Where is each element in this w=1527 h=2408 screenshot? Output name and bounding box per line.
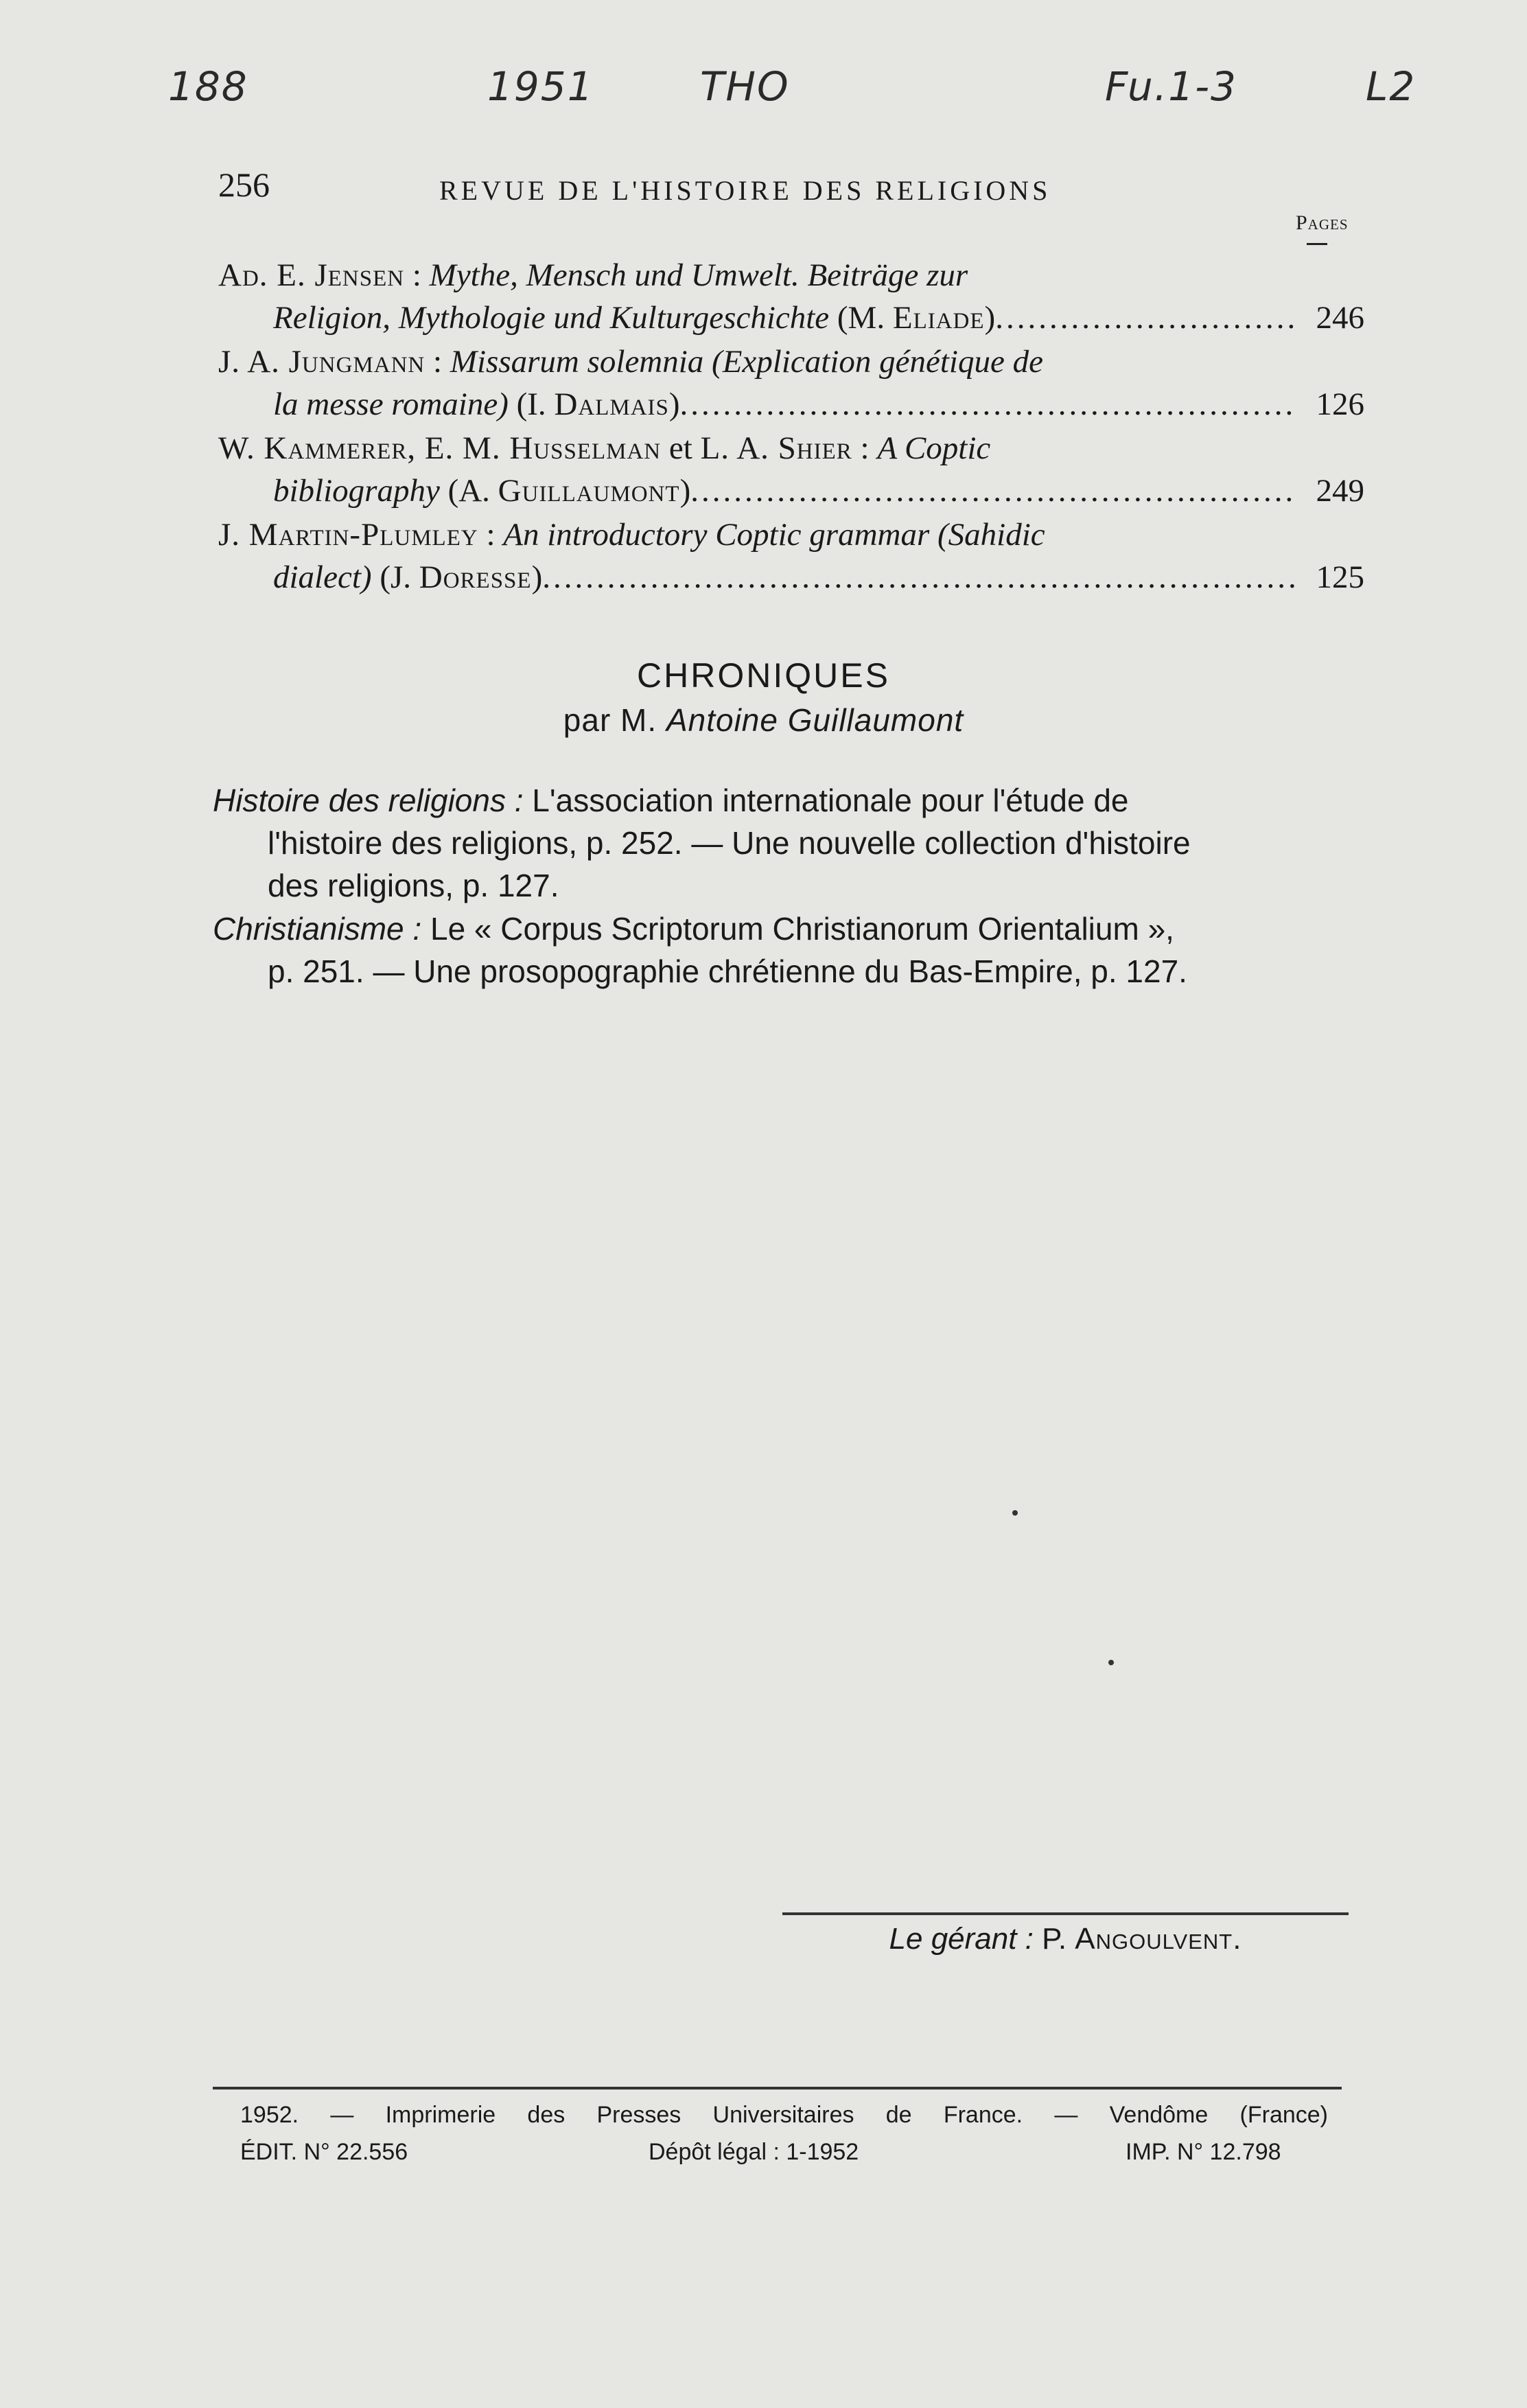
entry-title: A Coptic — [877, 430, 991, 466]
entry-page: 125 — [1316, 559, 1364, 595]
entry-page: 246 — [1316, 300, 1364, 336]
manager-rule — [782, 1912, 1349, 1915]
paragraph-label: Christianisme : — [213, 911, 422, 947]
entry-page: 126 — [1316, 386, 1364, 422]
chronique-paragraph — [213, 907, 1366, 993]
entry-leader-dots — [995, 297, 1296, 339]
paragraph-label: Histoire des religions : — [213, 783, 524, 818]
manager-name: Angoulvent. — [1075, 1922, 1242, 1956]
manager-initial: P. — [1042, 1922, 1075, 1956]
entry-line-1 — [218, 427, 1364, 470]
chronique-paragraph — [213, 779, 1366, 907]
review-entry — [218, 340, 1364, 426]
entry-line-2 — [218, 297, 1364, 339]
pages-column-label: Pages — [1296, 211, 1349, 234]
entry-leader-dots — [690, 470, 1296, 512]
entry-reviewer-suffix: ) — [531, 559, 543, 595]
entry-separator: : — [478, 517, 504, 553]
pages-column-dash — [1307, 243, 1327, 245]
entry-reviewer: Dalmais — [554, 386, 669, 422]
entry-author-conj: et — [661, 430, 701, 466]
entry-reviewer-suffix: ) — [668, 386, 680, 422]
entry-author: W. Kammerer, E. M. Husselman — [218, 430, 662, 466]
entry-reviewer-prefix: (A. — [439, 473, 498, 509]
entry-reviewer-prefix: (M. — [829, 300, 893, 336]
edition-number: ÉDIT. N° 22.556 — [240, 2139, 408, 2165]
entry-line-2 — [218, 556, 1364, 599]
review-entry — [218, 427, 1364, 512]
manager-label: Le gérant : — [889, 1922, 1042, 1956]
entry-separator: : — [404, 257, 430, 293]
entry-title: Mythe, Mensch und Umwelt. Beiträge zur — [429, 257, 968, 293]
entry-title: An introductory Coptic grammar (Sahidic — [503, 517, 1045, 553]
paragraph-text: L'association internationale pour l'étude de — [523, 783, 1129, 818]
speck — [1012, 1510, 1018, 1516]
entry-title-cont: bibliography — [273, 473, 440, 509]
byline-author: Antoine Guillaumont — [666, 702, 964, 738]
entry-reviewer-prefix: (J. — [371, 559, 419, 595]
entry-page: 249 — [1316, 473, 1364, 509]
entry-line-2 — [218, 383, 1364, 426]
section-title: CHRONIQUES — [637, 656, 890, 695]
entry-author-2: L. A. Shier — [700, 430, 852, 466]
entry-reviewer-prefix: (I. — [508, 386, 555, 422]
handwritten-note-fu: Fu.1-3 — [1105, 63, 1237, 110]
paragraph-line: l'histoire des religions, p. 252. — Une nouvelle collection d'histoire — [268, 825, 1191, 861]
entry-author: Ad. E. Jensen — [218, 257, 405, 293]
page-number: 256 — [218, 165, 270, 204]
entry-title-cont: dialect) — [273, 559, 372, 595]
handwritten-note-188: 188 — [168, 63, 248, 110]
entry-leader-dots — [680, 383, 1296, 426]
entry-reviewer: Eliade — [892, 300, 985, 336]
printer-line: 1952. — Imprimerie des Presses Universitaires de France. — Vendôme (France) — [240, 2102, 1328, 2128]
entry-reviewer: Guillaumont — [498, 473, 680, 509]
paragraph-line: des religions, p. 127. — [268, 868, 559, 903]
entry-line-2 — [218, 470, 1364, 512]
entry-separator: : — [425, 344, 450, 380]
legal-deposit: Dépôt légal : 1-1952 — [649, 2139, 859, 2165]
entry-line-1 — [218, 340, 1364, 383]
section-byline — [0, 702, 1527, 739]
entry-author: J. Martin-Plumley — [218, 517, 478, 553]
footer-rule — [213, 2087, 1342, 2089]
entry-reviewer-suffix: ) — [679, 473, 691, 509]
entry-line-1 — [218, 254, 1364, 297]
review-entry — [218, 254, 1364, 339]
manager-line — [782, 1922, 1349, 1956]
paragraph-line — [213, 907, 1366, 950]
journal-title: REVUE DE L'HISTOIRE DES RELIGIONS — [439, 175, 1051, 206]
imprint-number: IMP. N° 12.798 — [1126, 2139, 1281, 2165]
paragraph-line — [213, 779, 1366, 822]
entry-title-cont: la messe romaine) — [273, 386, 509, 422]
entry-line-1 — [218, 513, 1364, 556]
handwritten-note-l2: L2 — [1366, 63, 1417, 110]
entry-leader-dots — [542, 556, 1296, 599]
entry-separator: : — [852, 430, 878, 466]
speck — [1108, 1660, 1114, 1665]
entry-author: J. A. Jungmann — [218, 344, 426, 380]
entry-reviewer: Doresse — [419, 559, 532, 595]
entry-title-cont: Religion, Mythologie und Kulturgeschichte — [273, 300, 830, 336]
paragraph-line: p. 251. — Une prosopographie chrétienne du Bas-Empire, p. 127. — [268, 953, 1187, 989]
handwritten-note-year: 1951 — [487, 63, 594, 110]
entry-reviewer-suffix: ) — [984, 300, 996, 336]
byline-prefix: par M. — [563, 702, 666, 738]
paragraph-text: Le « Corpus Scriptorum Christianorum Orientalium », — [421, 911, 1174, 947]
handwritten-note-tho: THO — [700, 63, 790, 110]
review-entry — [218, 513, 1364, 599]
entry-title: Missarum solemnia (Explication génétique de — [450, 344, 1043, 380]
